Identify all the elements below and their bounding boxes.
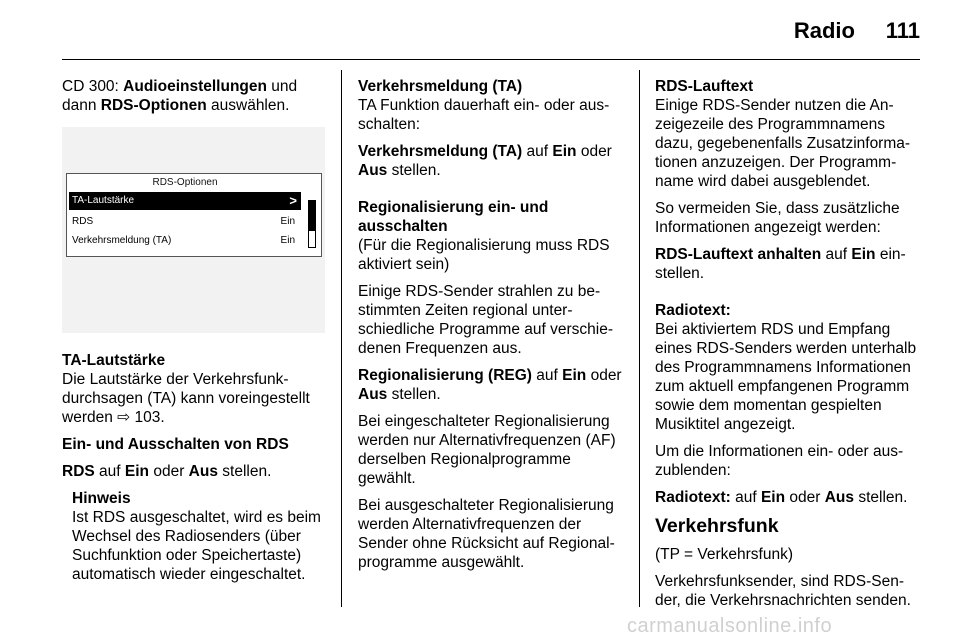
- regionalization-text-3: Bei eingeschalteter Regionalisierung werden nur Alternativfrequenzen (AF) derselben Regionalprogramme gewählt.: [358, 413, 616, 487]
- heading-traffic-radio: Verkehrsfunk: [655, 515, 779, 537]
- header-rule: [62, 59, 920, 60]
- traffic-announcement-text: TA Funktion dauerhaft ein- oder ausschalten:: [358, 97, 610, 133]
- chevron-right-icon: >: [289, 193, 297, 208]
- menu-item-traffic-announcement[interactable]: Verkehrsmeldung (TA) Ein: [72, 235, 295, 246]
- heading-radiotext: Radiotext:: [655, 302, 731, 319]
- column-2: [358, 77, 628, 580]
- radiotext-text-2: Um die Informationen ein- oder auszublenden:: [655, 443, 904, 479]
- traffic-radio-text-1: (TP = Verkehrsfunk): [655, 546, 793, 563]
- menu-item-ta-volume[interactable]: TA-Lautstärke >: [69, 192, 301, 210]
- screen-title: RDS-Optionen: [152, 177, 218, 188]
- radiotext-text-1: Bei aktiviertem RDS und Empfang eines RDS-Senders werden unterhalb des Programmnamens Informationen zum aktuell empfangenen Programm sowie dem momentan gespielten Musiktitel angezeigt.: [655, 321, 917, 433]
- scrollbar-thumb: [309, 201, 315, 231]
- display-screen: [66, 173, 322, 257]
- column-3: [655, 77, 923, 618]
- regionalization-text-2: Einige RDS-Sender strahlen zu bestimmten Zeiten regional unterschiedliche Programme auf verschiedenen Frequenzen aus.: [358, 283, 614, 357]
- watermark: carmanualsonline.info: [627, 615, 833, 637]
- ta-volume-text: Die Lautstärke der Verkehrsfunkdurchsagen (TA) kann voreingestellt werden ⇨ 103.: [62, 371, 310, 426]
- page-ref-arrow-icon: ⇨: [117, 409, 131, 426]
- rds-toggle-text: RDS auf Ein oder Aus stellen.: [62, 463, 272, 480]
- column-divider-2: [639, 70, 640, 607]
- intro-paragraph: CD 300: Audioeinstellungen und dann RDS-Optionen auswählen.: [62, 78, 298, 114]
- heading-regionalization: Regionalisierung ein- und ausschalten: [358, 199, 549, 235]
- screen-scrollbar: [308, 200, 316, 248]
- rds-scrolltext-instruction: RDS-Lauftext anhalten auf Ein einstellen.: [655, 246, 906, 282]
- traffic-radio-text-2: Verkehrsfunksender, sind RDS-Sender, die Verkehrsnachrichten senden.: [655, 573, 911, 609]
- menu-item-rds[interactable]: RDS Ein: [72, 216, 295, 227]
- section-title: Radio: [793, 18, 855, 43]
- note-title: Hinweis: [72, 490, 131, 507]
- note-box: [62, 489, 334, 584]
- column-1: [62, 77, 330, 123]
- heading-rds-scrolltext: RDS-Lauftext: [655, 78, 754, 95]
- regionalization-instruction: Regionalisierung (REG) auf Ein oder Aus stellen.: [358, 367, 622, 403]
- page-header: [0, 0, 960, 58]
- radiotext-instruction: Radiotext: auf Ein oder Aus stellen.: [655, 489, 908, 506]
- heading-traffic-announcement: Verkehrsmeldung (TA): [358, 78, 523, 95]
- rds-scrolltext-text-2: So vermeiden Sie, dass zusätzliche Informationen angezeigt werden:: [655, 200, 900, 236]
- column-divider-1: [341, 70, 342, 607]
- heading-rds-toggle: Ein- und Ausschalten von RDS: [62, 436, 289, 453]
- regionalization-text-4: Bei ausgeschalteter Regionalisierung werden Alternativfrequenzen der Sender ohne Rücksicht auf Regionalprogramme ausgewählt.: [358, 497, 615, 571]
- regionalization-text-1: (Für die Regionalisierung muss RDS aktiviert sein): [358, 237, 610, 273]
- rds-scrolltext-text-1: Einige RDS-Sender nutzen die Anzeigezeile des Programmnamens dazu, gegebenenfalls Zusatzinformationen anzuzeigen. Der Programmname wird dabei ausgeblendet.: [655, 97, 911, 190]
- heading-ta-volume: TA-Lautstärke: [62, 352, 166, 369]
- column-1-lower: [62, 351, 334, 584]
- rds-options-illustration: [62, 127, 325, 333]
- note-text: Ist RDS ausgeschaltet, wird es beim Wechsel des Radiosenders (über Suchfunktion oder Speichertaste) automatisch wieder eingeschaltet.: [72, 509, 321, 583]
- page-number: 111: [885, 18, 920, 43]
- traffic-announcement-instruction: Verkehrsmeldung (TA) auf Ein oder Aus stellen.: [358, 143, 612, 179]
